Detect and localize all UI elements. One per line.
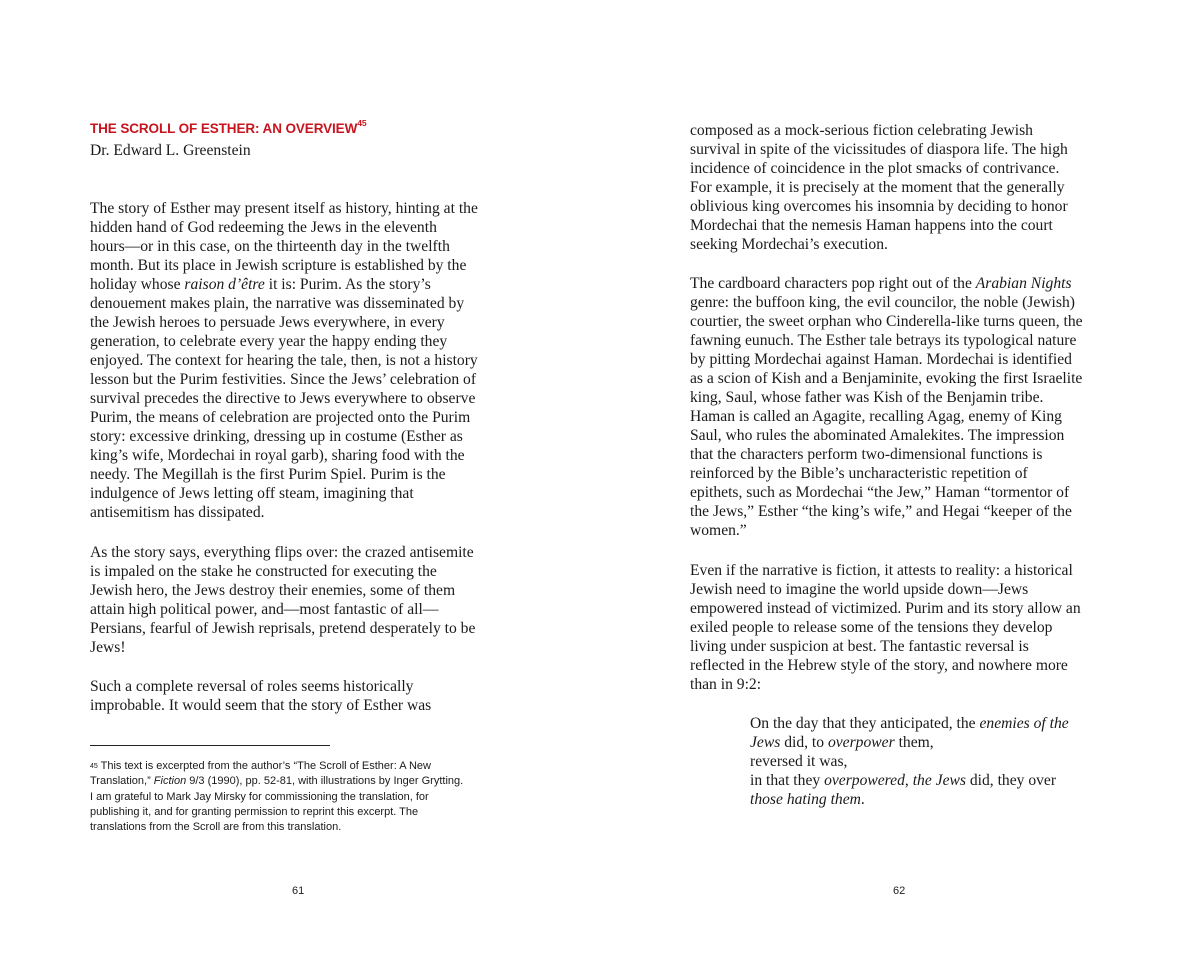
text-line: antisemitism has dissipated. bbox=[90, 504, 265, 521]
text-line: lesson but the Purim festivities. Since the Jews’ celebration of bbox=[90, 371, 477, 388]
text-line: women.” bbox=[690, 522, 747, 539]
footnote-line: translations from the Scroll are from this translation. bbox=[90, 821, 342, 834]
footnote-number: 45 bbox=[90, 763, 98, 770]
italic-text: Fiction bbox=[153, 775, 187, 788]
text-line: king’s wife, Mordechai in royal garb), sharing food with the bbox=[90, 447, 465, 464]
text-line: As the story says, everything flips over: the crazed antisemite bbox=[90, 544, 474, 561]
paragraph-3 bbox=[90, 677, 431, 715]
text-line: genre: the buffoon king, the evil councilor, the noble (Jewish) bbox=[690, 294, 1075, 311]
italic-text: enemies of the bbox=[979, 715, 1069, 732]
author-name: Dr. Edward L. Greenstein bbox=[90, 142, 251, 159]
text-line: month. But its place in Jewish scripture is established by the bbox=[90, 257, 467, 274]
text-span: them, bbox=[894, 734, 934, 751]
text-span: it is: Purim. As the story’s bbox=[264, 276, 431, 293]
italic-text: Arabian Nights bbox=[975, 275, 1072, 292]
text-line: seeking Mordechai’s execution. bbox=[690, 236, 888, 253]
text-line: reinforced by the Bible’s uncharacteristic repetition of bbox=[690, 465, 1028, 482]
text-line: Mordechai that the nemesis Haman happens into the court bbox=[690, 217, 1053, 234]
footnote-ref[interactable]: 45 bbox=[357, 118, 367, 128]
text-line: oblivious king overcomes his insomnia by deciding to honor bbox=[690, 198, 1068, 215]
italic-text: the Jews bbox=[912, 772, 966, 789]
page-number: 62 bbox=[893, 885, 906, 897]
italic-text: Jews bbox=[750, 734, 781, 751]
text-span: 9/3 (1990), pp. 52-81, with illustrations by Inger Grytting. bbox=[186, 775, 464, 788]
text-line: survival in spite of the vicissitudes of diaspora life. The high bbox=[690, 141, 1068, 158]
text-line: Such a complete reversal of roles seems historically bbox=[90, 678, 414, 695]
text-line: than in 9:2: bbox=[690, 676, 762, 693]
italic-text: overpower bbox=[827, 734, 895, 751]
footnote-line bbox=[90, 759, 463, 774]
text-line: the Jews,” Esther “the king’s wife,” and Hegai “keeper of the bbox=[690, 503, 1072, 520]
text-span: This text is excerpted from the author’s “The Scroll of Esther: A New bbox=[97, 760, 431, 772]
text-line: that the characters perform two-dimensional functions is bbox=[690, 446, 1043, 463]
text-line: Jews! bbox=[90, 639, 126, 656]
text-line: generation, to celebrate every year the happy ending they bbox=[90, 333, 448, 350]
text-line: For example, it is precisely at the moment that the generally bbox=[690, 179, 1065, 196]
text-line: is impaled on the stake he constructed for executing the bbox=[90, 563, 437, 580]
quote-line bbox=[750, 733, 1069, 752]
text-span: holiday whose bbox=[90, 276, 185, 293]
text-line: enjoyed. The context for hearing the tale, then, is not a history bbox=[90, 352, 478, 369]
text-line: courtier, the sweet orphan who Cinderella-like turns queen, the bbox=[690, 313, 1083, 330]
footnote-line: I am grateful to Mark Jay Mirsky for commissioning the translation, for bbox=[90, 790, 429, 803]
text-line: empowered instead of victimized. Purim and its story allow an bbox=[690, 600, 1081, 617]
text-span: The cardboard characters pop right out of the bbox=[690, 275, 976, 292]
text-line: composed as a mock-serious fiction celebrating Jewish bbox=[690, 122, 1033, 139]
footnote-line bbox=[90, 774, 463, 789]
text-line: Persians, fearful of Jewish reprisals, pretend desperately to be bbox=[90, 620, 476, 637]
text-line: reflected in the Hebrew style of the story, and nowhere more bbox=[690, 657, 1068, 674]
text-span: Translation,” bbox=[90, 775, 154, 788]
text-line: incidence of coincidence in the plot smacks of contrivance. bbox=[690, 160, 1060, 177]
quote-line bbox=[750, 790, 1069, 809]
text-line: as a scion of Kish and a Benjaminite, evoking the first Israelite bbox=[690, 370, 1083, 387]
text-span: in that they bbox=[750, 772, 825, 789]
paragraph-1 bbox=[690, 121, 1068, 254]
text-span: On the day that they anticipated, the bbox=[750, 715, 980, 732]
text-line bbox=[90, 275, 478, 294]
paragraph-2 bbox=[690, 274, 1083, 540]
quote-line bbox=[750, 714, 1069, 733]
paragraph-2 bbox=[90, 543, 475, 657]
italic-text: those hating them bbox=[750, 791, 861, 808]
quote-line bbox=[750, 771, 1069, 790]
page-number: 61 bbox=[292, 885, 305, 897]
text-span: did, to bbox=[780, 734, 828, 751]
quote-line: reversed it was, bbox=[750, 753, 848, 770]
text-line: Saul, who rules the abominated Amalekites. The impression bbox=[690, 427, 1065, 444]
paragraph-1 bbox=[90, 199, 478, 522]
text-line: Even if the narrative is fiction, it attests to reality: a historical bbox=[690, 562, 1073, 579]
article-title bbox=[90, 118, 367, 136]
text-line: survival precedes the directive to Jews everywhere to observe bbox=[90, 390, 476, 407]
text-line: living under suspicion at best. The fantastic reversal is bbox=[690, 638, 1029, 655]
block-quote bbox=[750, 714, 1069, 809]
text-line: needy. The Megillah is the first Purim Spiel. Purim is the bbox=[90, 466, 446, 483]
text-line: fawning eunuch. The Esther tale betrays its typological nature bbox=[690, 332, 1077, 349]
footnote bbox=[90, 759, 463, 835]
text-line: king, Saul, whose father was Kish of the Benjamin tribe. bbox=[690, 389, 1044, 406]
text-line: Jewish need to imagine the world upside down—Jews bbox=[690, 581, 1029, 598]
paragraph-3 bbox=[690, 561, 1081, 694]
italic-text: overpowered bbox=[824, 772, 905, 789]
text-line: denouement makes plain, the narrative was disseminated by bbox=[90, 295, 465, 312]
text-line: Haman is called an Agagite, recalling Agag, enemy of King bbox=[690, 408, 1062, 425]
text-line: the Jewish heroes to persuade Jews everywhere, in every bbox=[90, 314, 445, 331]
text-line: epithets, such as Mordechai “the Jew,” Haman “tormentor of bbox=[690, 484, 1070, 501]
text-line: story: excessive drinking, dressing up in costume (Esther as bbox=[90, 428, 463, 445]
text-line: by pitting Mordechai against Haman. Mordechai is identified bbox=[690, 351, 1072, 368]
text-line: hidden hand of God redeeming the Jews in the eleventh bbox=[90, 219, 437, 236]
title-text: THE SCROLL OF ESTHER: AN OVERVIEW bbox=[90, 121, 358, 136]
text-line: hours—or in this case, on the thirteenth day in the twelfth bbox=[90, 238, 450, 255]
text-line: The story of Esther may present itself as history, hinting at the bbox=[90, 200, 478, 217]
italic-text: raison d’être bbox=[184, 276, 265, 293]
text-line: improbable. It would seem that the story of Esther was bbox=[90, 697, 432, 714]
text-line: exiled people to release some of the tensions they develop bbox=[690, 619, 1053, 636]
text-line: Jewish hero, the Jews destroy their enemies, some of them bbox=[90, 582, 456, 599]
text-span: did, they over bbox=[965, 772, 1057, 789]
text-span: , bbox=[904, 772, 913, 789]
text-line: attain high political power, and—most fantastic of all— bbox=[90, 601, 439, 618]
text-line bbox=[690, 274, 1083, 293]
text-span: . bbox=[860, 791, 865, 808]
footnote-divider bbox=[90, 745, 330, 746]
text-line: indulgence of Jews letting off steam, imagining that bbox=[90, 485, 414, 502]
footnote-line: publishing it, and for granting permission to reprint this excerpt. The bbox=[90, 805, 419, 818]
right-page bbox=[600, 0, 1200, 960]
text-line: Purim, the means of celebration are projected onto the Purim bbox=[90, 409, 471, 426]
